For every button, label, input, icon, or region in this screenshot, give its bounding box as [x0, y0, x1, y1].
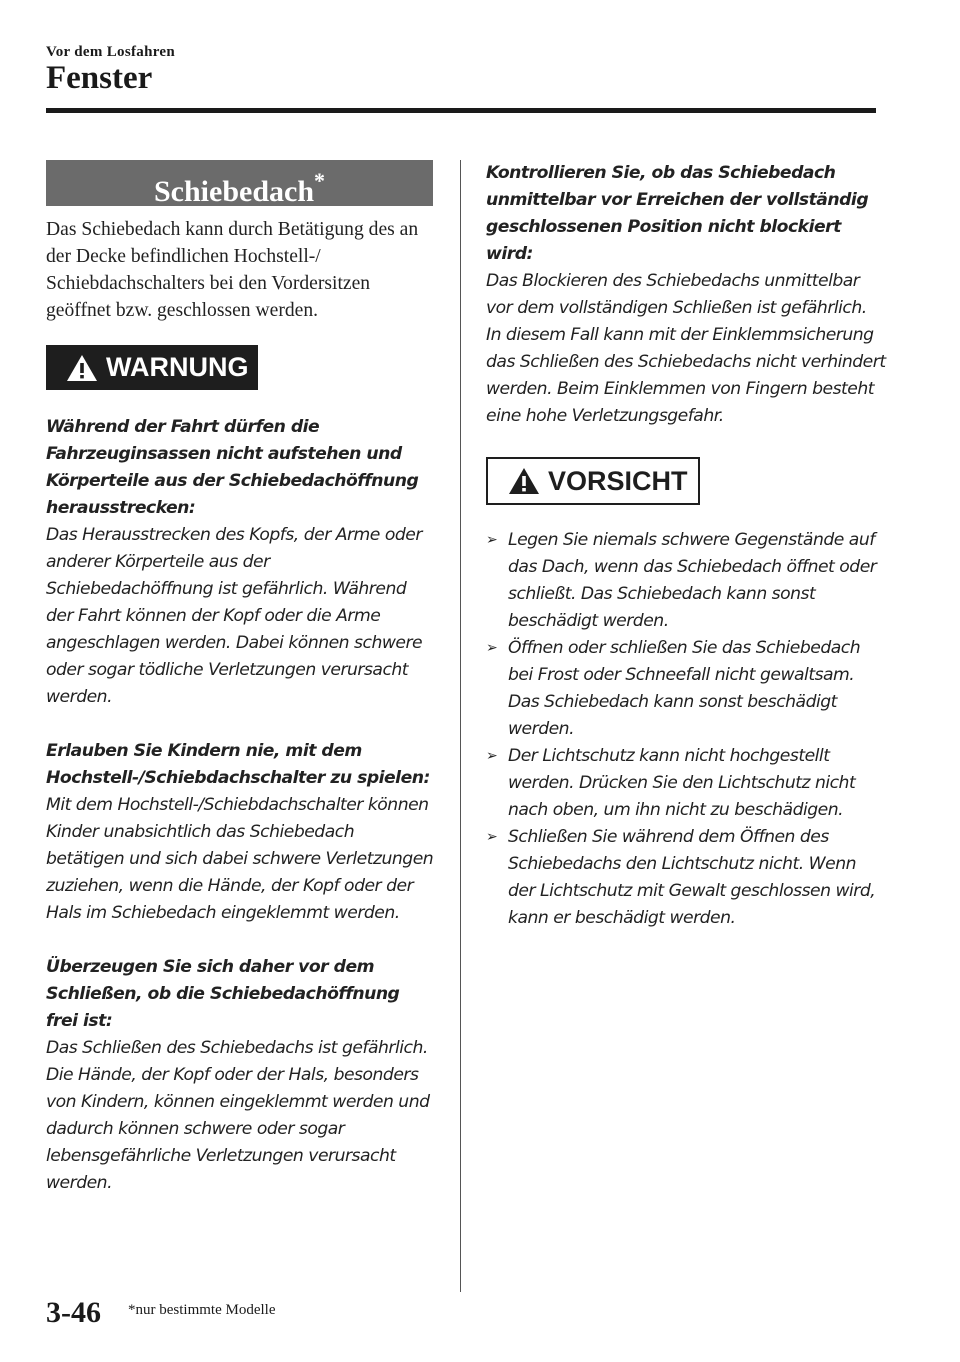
warning-continued: [486, 160, 886, 430]
right-column: [486, 160, 886, 932]
arrow-bullet-icon: ➢: [486, 748, 498, 764]
caution-text: Öffnen oder schließen Sie das Schiebedach bei Frost oder Schneefall nicht gewaltsam. Das Schiebedach kann sonst beschädigt werden.: [508, 638, 861, 739]
warning-text: Das Herausstrecken des Kopfs, der Arme oder anderer Körperteile aus der Schiebedachöffnung ist gefährlich. Während der Fahrt können der Kopf oder die Arme angeschlagen werden. Dabei können schwere oder sogar tödliche Verletzungen verursacht werden.: [46, 525, 423, 707]
section-title: Schiebedach: [153, 175, 315, 208]
caution-triangle-icon: [508, 467, 540, 495]
warning-text: Das Blockieren des Schiebedachs unmittelbar vor dem vollständigen Schließen ist gefährlich. In diesem Fall kann mit der Einklemmsicherung das Schließen des Schiebedachs nicht verhindert werden. Beim Einklemmen von Fingern besteht eine hohe Verletzungsgefahr.: [486, 271, 886, 426]
warning-item: [486, 160, 886, 430]
warning-text: Mit dem Hochstell-/Schiebdachschalter können Kinder unabsichtlich das Schiebedach betätigen und sich dabei schwere Verletzungen zuziehen, wenn die Hände, der Kopf oder der Hals im Schiebedach eingeklemmt werden.: [46, 795, 434, 923]
warning-label: WARNUNG: [106, 352, 249, 382]
caution-label: VORSICHT: [548, 465, 688, 496]
arrow-bullet-icon: ➢: [486, 640, 498, 656]
column-divider: [460, 160, 461, 1292]
warning-text: Das Schließen des Schiebedachs ist gefährlich. Die Hände, der Kopf oder der Hals, besonders von Kindern, können eingeklemmt werden und dadurch können schwere oder sogar lebensgefährliche Verletzungen verursacht werden.: [46, 1038, 430, 1193]
header-subtitle: Vor dem Losfahren: [46, 44, 176, 60]
caution-bullet: [486, 635, 886, 743]
header-rule: [46, 108, 876, 113]
warning-item: [46, 738, 436, 927]
arrow-bullet-icon: ➢: [486, 829, 498, 845]
optional-marker: *: [314, 168, 326, 193]
section-intro: Das Schiebedach kann durch Betätigung des an der Decke befindlichen Hochstell-/ Schiebdachschalters bei den Vordersitzen geöffnet bzw. geschlossen werden.: [46, 219, 419, 321]
footnote: *nur bestimmte Modelle: [128, 1302, 276, 1318]
caution-bullet: [486, 527, 886, 635]
section-banner: [46, 160, 433, 206]
warning-box: [46, 345, 258, 390]
caution-bullet: [486, 824, 886, 932]
page-number: 3-46: [46, 1296, 101, 1329]
caution-text: Der Lichtschutz kann nicht hochgestellt werden. Drücken Sie den Lichtschutz nicht nach oben, um ihn nicht zu beschädigen.: [508, 746, 856, 820]
caution-text: Legen Sie niemals schwere Gegenstände auf das Dach, wenn das Schiebedach öffnet oder schließt. Das Schiebedach kann sonst beschädigt werden.: [508, 530, 877, 631]
caution-list: [486, 527, 886, 932]
arrow-bullet-icon: ➢: [486, 532, 498, 548]
warning-heading: Erlauben Sie Kindern nie, mit dem Hochstell-/Schiebdachschalter zu spielen:: [46, 741, 430, 788]
warning-triangle-icon: [66, 354, 98, 382]
warning-heading: Kontrollieren Sie, ob das Schiebedach unmittelbar vor Erreichen der vollständig geschlossenen Position nicht blockiert wird:: [486, 163, 869, 264]
left-column: [46, 160, 436, 1224]
caution-box: [486, 457, 700, 505]
warning-box-wrap: [46, 345, 436, 390]
warning-heading: Überzeugen Sie sich daher vor dem Schließen, ob die Schiebedachöffnung frei ist:: [46, 957, 400, 1031]
warning-item: [46, 414, 436, 711]
page-title: Fenster: [46, 60, 153, 96]
warning-content: [46, 414, 436, 1197]
caution-text: Schließen Sie während dem Öffnen des Schiebedachs den Lichtschutz nicht. Wenn der Lichtschutz mit Gewalt geschlossen wird, kann er beschädigt werden.: [508, 827, 876, 928]
caution-box-wrap: [486, 457, 886, 505]
warning-heading: Während der Fahrt dürfen die Fahrzeuginsassen nicht aufstehen und Körperteile aus der Schiebedachöffnung herausstrecken:: [46, 417, 419, 518]
warning-item: [46, 954, 436, 1197]
caution-bullet: [486, 743, 886, 824]
